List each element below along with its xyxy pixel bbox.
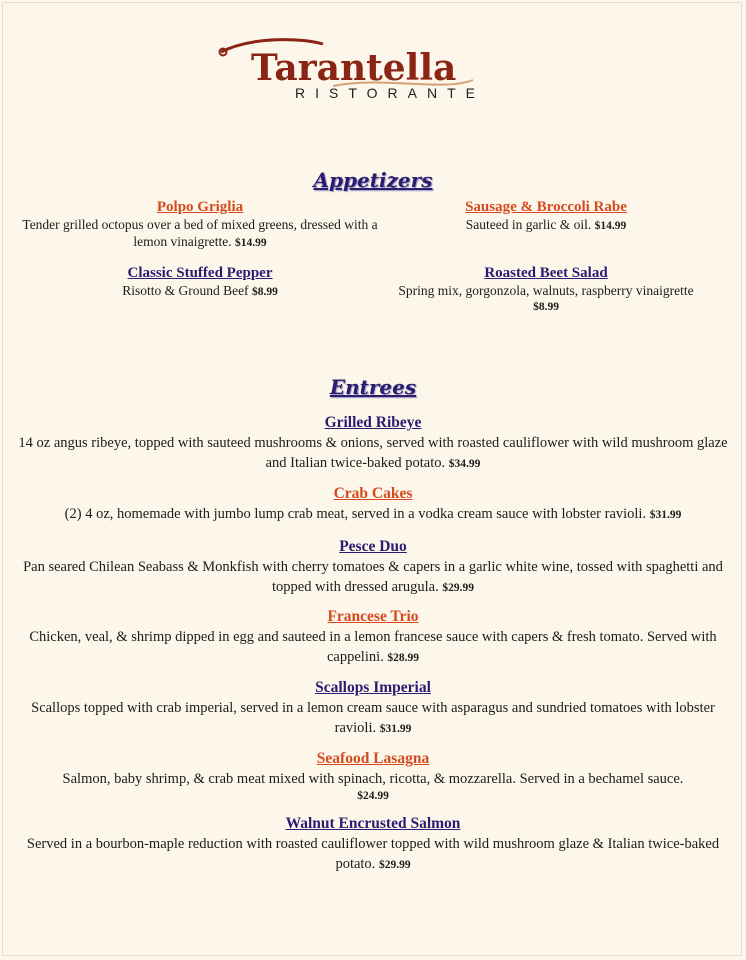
- appetizer-polpo-griglia: [20, 198, 380, 252]
- item-price: $29.99: [378, 859, 411, 871]
- appetizers-heading: Appetizers: [313, 168, 433, 192]
- item-name: Walnut Encrusted Salmon: [285, 815, 461, 832]
- logo-subtitle: RISTORANTE: [295, 85, 485, 101]
- item-description: Chicken, veal, & shrimp dipped in egg and sauteed in a lemon francese sauce with capers & fresh tomato. Served with cappelini.: [29, 629, 717, 665]
- item-name: Polpo Griglia: [156, 199, 244, 215]
- item-name: Roasted Beet Salad: [484, 265, 608, 281]
- item-name: Scallops Imperial: [315, 679, 431, 696]
- item-description: (2) 4 oz, homemade with jumbo lump crab meat, served in a vodka cream sauce with lobster ravioli.: [64, 506, 647, 522]
- appetizer-classic-stuffed-pepper: [20, 264, 380, 301]
- entree-grilled-ribeye: [14, 413, 732, 474]
- entree-scallops-imperial: [14, 678, 732, 739]
- item-description: Served in a bourbon-maple reduction with roasted cauliflower topped with wild mushroom glaze & Italian twice-baked potato.: [26, 836, 720, 872]
- item-name: Classic Stuffed Pepper: [127, 265, 273, 281]
- item-price: $34.99: [448, 458, 481, 470]
- appetizer-roasted-beet-salad: [380, 264, 712, 316]
- item-price: $31.99: [649, 509, 682, 521]
- restaurant-logo: [0, 30, 746, 105]
- item-description: Tender grilled octopus over a bed of mixed greens, dressed with a lemon vinaigrette.: [22, 217, 378, 249]
- item-name: Seafood Lasagna: [316, 750, 430, 767]
- item-description: Pan seared Chilean Seabass & Monkfish with cherry tomatoes & capers in a garlic white wine, tossed with spaghetti and topped with dressed arugula.: [23, 559, 723, 595]
- item-price: $29.99: [442, 582, 474, 594]
- entree-crab-cakes: [14, 484, 732, 525]
- item-description: Spring mix, gorgonzola, walnuts, raspberry vinaigrette: [398, 283, 694, 298]
- item-price: $8.99: [533, 301, 559, 313]
- entree-pesce-duo: [14, 537, 732, 598]
- logo-name: Tarantella: [251, 47, 457, 89]
- item-description: Scallops topped with crab imperial, served in a lemon cream sauce with asparagus and sundried tomatoes with lobster ravioli.: [31, 700, 715, 736]
- item-name: Crab Cakes: [333, 485, 413, 502]
- entree-seafood-lasagna: [14, 749, 732, 803]
- item-description: 14 oz angus ribeye, topped with sauteed mushrooms & onions, served with roasted cauliflower with wild mushroom glaze and Italian twice-baked potato.: [18, 435, 728, 471]
- item-name: Sausage & Broccoli Rabe: [465, 199, 627, 215]
- entree-francese-trio: [14, 607, 732, 668]
- item-price: $31.99: [379, 723, 412, 735]
- entree-walnut-encrusted-salmon: [14, 814, 732, 875]
- item-price: $28.99: [387, 652, 420, 664]
- item-price: $8.99: [251, 286, 278, 298]
- item-price: $14.99: [594, 220, 627, 232]
- item-description: Sauteed in garlic & oil.: [465, 217, 592, 232]
- item-price: $24.99: [357, 790, 389, 802]
- item-description: Risotto & Ground Beef: [122, 283, 249, 298]
- item-name: Pesce Duo: [339, 538, 407, 555]
- item-name: Francese Trio: [327, 608, 419, 625]
- item-price: $14.99: [234, 237, 267, 249]
- entrees-heading: Entrees: [329, 375, 417, 399]
- appetizer-sausage-broccoli-rabe: [380, 198, 712, 235]
- item-description: Salmon, baby shrimp, & crab meat mixed with spinach, ricotta, & mozzarella. Served in a bechamel sauce.: [62, 771, 684, 787]
- menu-frame: [2, 2, 742, 956]
- item-name: Grilled Ribeye: [324, 414, 422, 431]
